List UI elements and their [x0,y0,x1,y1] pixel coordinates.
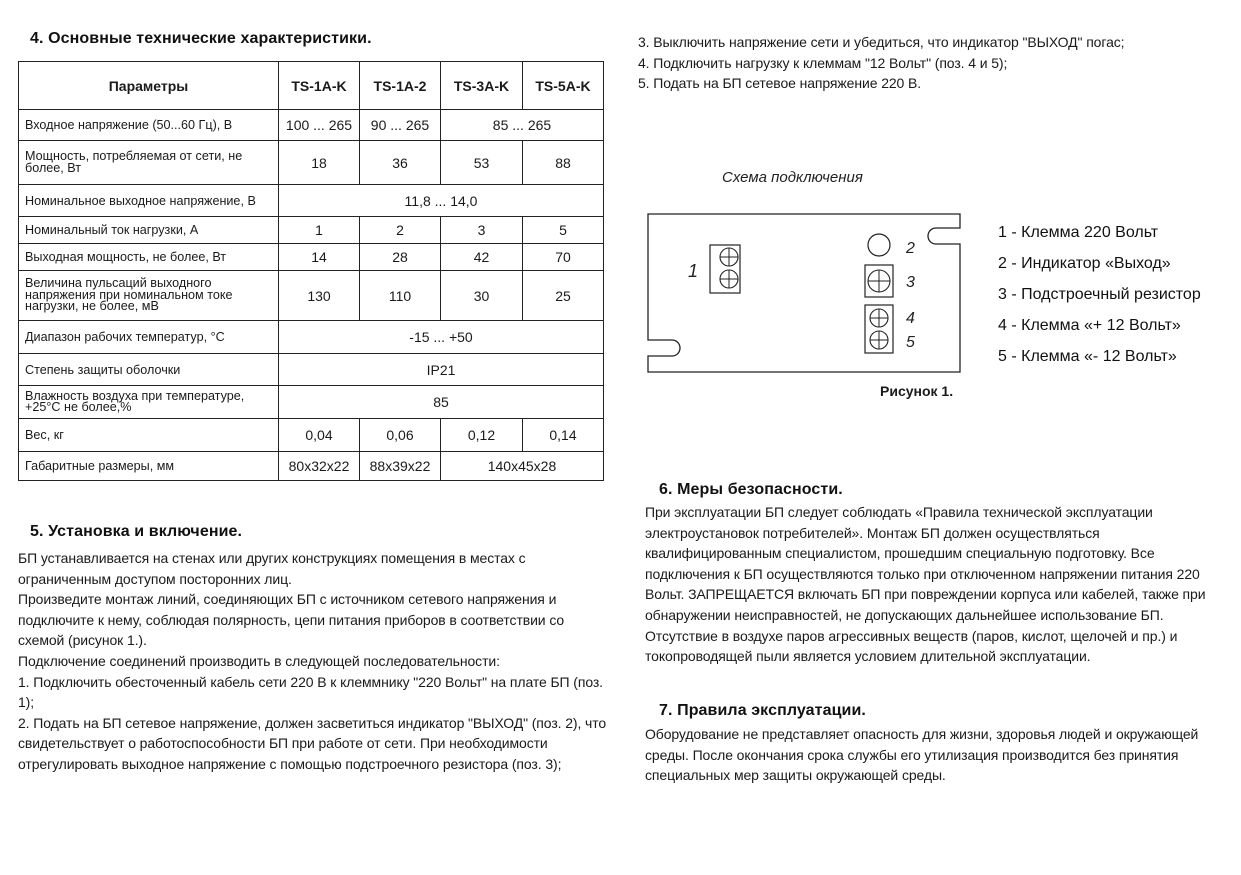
cell: 0,12 [441,419,523,452]
header-ts1a2: TS-1A-2 [360,62,441,110]
table-row [19,354,604,386]
table-row [19,185,604,217]
cell: 11,8 ... 14,0 [279,185,604,217]
cell: 3 [441,217,523,244]
specs-table [18,61,604,481]
scheme-title: Схема подключения [722,169,863,186]
marker-1: 1 [688,261,699,281]
section5-step3: 3. Выключить напряжение сети и убедиться, что индикатор "ВЫХОД" погас; [638,34,1125,50]
cell: 110 [360,271,441,321]
table-row [19,141,604,185]
cell: 85 ... 265 [441,110,604,141]
section5-title: 5. Установка и включение. [30,523,243,540]
table-row [19,271,604,321]
cell: 0,14 [523,419,604,452]
marker-2: 2 [906,240,915,257]
cell: 0,04 [279,419,360,452]
cell: 5 [523,217,604,244]
row-label: Входное напряжение (50...60 Гц), В [19,110,279,141]
section4-title: 4. Основные технические характеристики. [30,30,372,47]
legend-item: 1 - Клемма 220 Вольт [998,224,1159,241]
section5-steps-continued [638,32,1218,94]
cell: 90 ... 265 [360,110,441,141]
section5-step2: 2. Подать на БП сетевое напряжение, должен засветиться индикатор "ВЫХОД" (поз. 2), что свидетельствует о работоспособности БП при работе от сети. При необходимости отрегулировать выходное напряжение с помощью подстроечного резистора (поз. 3); [18,714,607,772]
header-params: Параметры [19,62,279,110]
cell: 88х39х22 [360,452,441,481]
cell: 28 [360,244,441,271]
cell: 25 [523,271,604,321]
cell: 30 [441,271,523,321]
indicator-led-icon [868,234,890,256]
cell: 130 [279,271,360,321]
section7-text: Оборудование не представляет опасность для жизни, здоровья людей и окружающей среды. После окончания срока службы его утилизация производится без принятия специальных мер защиты окружающей среды. [645,726,1199,784]
table-row [19,386,604,419]
row-label: Габаритные размеры, мм [19,452,279,481]
cell: 0,06 [360,419,441,452]
table-row [19,217,604,244]
cell: 36 [360,141,441,185]
row-label: Выходная мощность, не более, Вт [19,244,279,271]
cell: 53 [441,141,523,185]
legend-item: 4 - Клемма «+ 12 Вольт» [998,317,1181,334]
marker-4: 4 [906,310,915,327]
cell: 140х45х28 [441,452,604,481]
cell: 42 [441,244,523,271]
cell: 80х32х22 [279,452,360,481]
figure-caption: Рисунок 1. [880,383,954,399]
section6-text: При эксплуатации БП следует соблюдать «Правила технической эксплуатации электроустановок потребителей». Монтаж БП должен осуществляться квалифицированным специалистом, прошедшим специальную подготовку. Все подключения к БП осуществляются только при отключенном напряжении питания 220 Вольт. ЗАПРЕЩАЕТСЯ включать БП при повреждении корпуса или кабелей, также при обнаружении неисправностей, не допускающих дальнейшее использование БП. Отсутствие в воздухе паров агрессивных веществ (паров, кислот, щелочей и пр.) и токопроводящей пыли является условием длительной эксплуатации. [645,504,1206,665]
legend-item: 2 - Индикатор «Выход» [998,255,1171,272]
table-row [19,110,604,141]
header-ts3ak: TS-3A-K [441,62,523,110]
cell: 18 [279,141,360,185]
trimmer-resistor-icon [865,265,893,297]
section6-title: 6. Меры безопасности. [659,481,843,498]
row-label: Номинальный ток нагрузки, А [19,217,279,244]
section5-step4: 4. Подключить нагрузку к клеммам "12 Вольт" (поз. 4 и 5); [638,54,1008,71]
section5-p3: Подключение соединений производить в следующей последовательности: [18,652,500,669]
cell: 14 [279,244,360,271]
row-label: Величина пульсаций выходного напряжения при номинальном токе нагрузки, не более, мВ [19,271,279,321]
cell: 1 [279,217,360,244]
row-label: Влажность воздуха при температуре, +25°С не более,% [19,386,279,419]
section5-body [18,548,608,775]
terminal-12v-icon [865,305,893,353]
connection-diagram [640,208,970,380]
table-row [19,321,604,354]
table-header-row [19,62,604,110]
row-label: Мощность, потребляемая от сети, не более, Вт [19,141,279,185]
row-label: Вес, кг [19,419,279,452]
terminal-220v-icon [710,245,740,293]
cell: -15 ... +50 [279,321,604,354]
cell: 70 [523,244,604,271]
row-label: Номинальное выходное напряжение, В [19,185,279,217]
table-row [19,244,604,271]
cell: 85 [279,386,604,419]
section5-p1: БП устанавливается на стенах или других конструкциях помещения в местах с ограниченным доступом посторонних лиц. [18,550,526,587]
cell: 88 [523,141,604,185]
legend-item: 3 - Подстроечный резистор [998,286,1201,303]
section5-step5: 5. Подать на БП сетевое напряжение 220 В. [638,75,922,92]
table-row [19,452,604,481]
table-row [19,419,604,452]
header-ts1ak: TS-1A-K [279,62,360,110]
header-ts5ak: TS-5A-K [523,62,604,110]
section7-body [645,724,1230,786]
section7-title: 7. Правила эксплуатации. [659,702,866,719]
section6-body [645,502,1230,667]
marker-5: 5 [906,334,915,351]
row-label: Диапазон рабочих температур, °С [19,321,279,354]
section5-p2: Произведите монтаж линий, соединяющих БП с источником сетевого напряжения и подключите к нему, соблюдая полярность, цепи питания приборов в соответствии со схемой (рисунок 1.). [18,591,565,649]
scheme-legend [998,217,1238,372]
legend-item: 5 - Клемма «- 12 Вольт» [998,348,1177,365]
cell: IP21 [279,354,604,386]
cell: 2 [360,217,441,244]
section5-step1: 1. Подключить обесточенный кабель сети 220 В к клеммнику "220 Вольт" на плате БП (поз. 1); [18,673,603,711]
marker-3: 3 [906,274,915,291]
cell: 100 ... 265 [279,110,360,141]
row-label: Степень защиты оболочки [19,354,279,386]
